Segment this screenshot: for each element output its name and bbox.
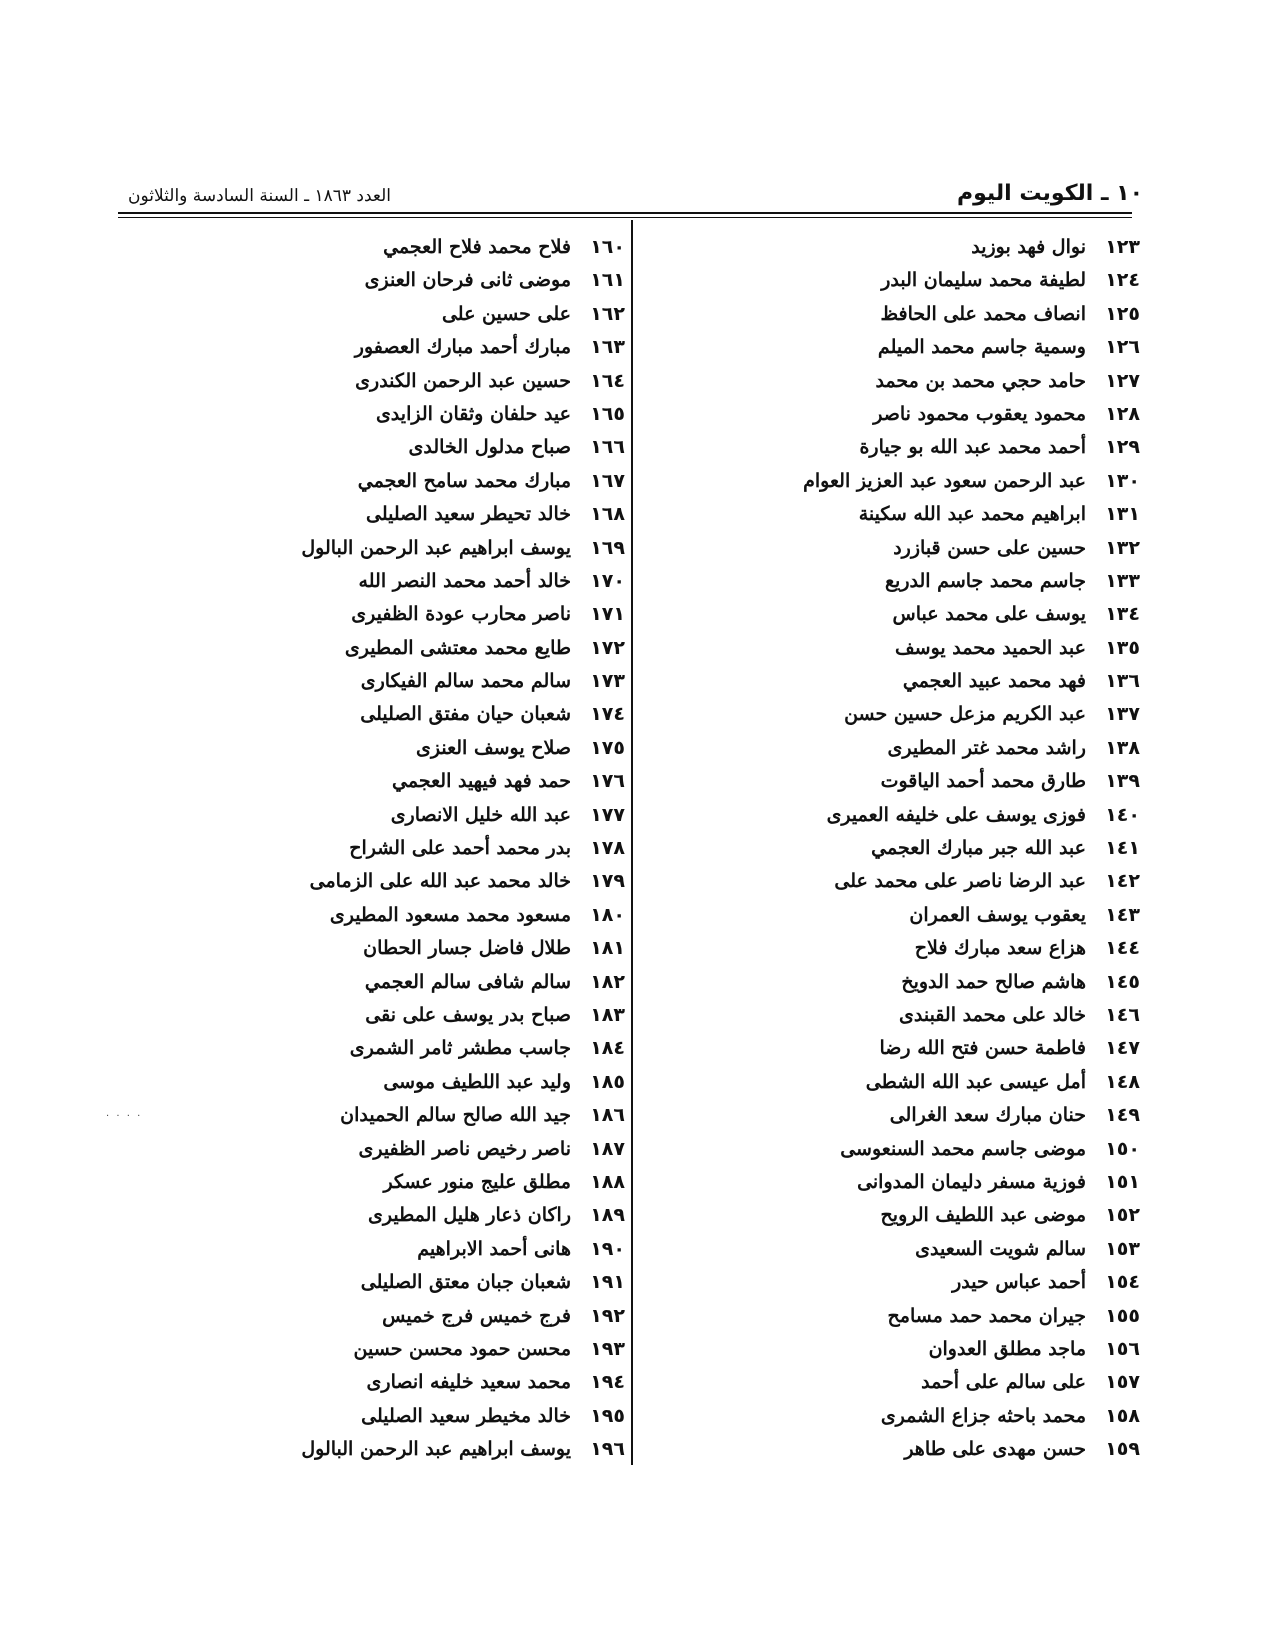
- entry-name: يعقوب يوسف العمران: [909, 903, 1086, 926]
- list-item: [185, 1433, 625, 1466]
- names-column-right: [670, 231, 1140, 1466]
- entry-number: ١٢٦: [1105, 336, 1140, 359]
- entry-number: ١٦٤: [590, 369, 625, 392]
- list-item: [670, 231, 1140, 264]
- entry-name: فوزية مسفر دليمان المدوانى: [857, 1170, 1086, 1193]
- entry-number: ١٨٧: [590, 1137, 625, 1160]
- column-divider: [631, 220, 633, 1465]
- list-item: [670, 565, 1140, 598]
- list-item: [185, 1099, 625, 1132]
- list-item: [185, 231, 625, 264]
- entry-name: موضى ثانى فرحان العنزى: [364, 269, 571, 292]
- list-item: [670, 1199, 1140, 1232]
- entry-number: ١٤٩: [1105, 1104, 1140, 1127]
- list-item: [670, 532, 1140, 565]
- entry-number: ١٩١: [590, 1271, 625, 1294]
- entry-number: ١٦١: [590, 269, 625, 292]
- entry-name: وليد عبد اللطيف موسى: [383, 1070, 571, 1093]
- list-item: [185, 331, 625, 364]
- list-item: [670, 999, 1140, 1032]
- entry-name: عبد الكريم مزعل حسين حسن: [844, 703, 1086, 726]
- entry-number: ١٦٨: [590, 503, 625, 526]
- entry-name: يوسف ابراهيم عبد الرحمن البالول: [301, 1438, 571, 1461]
- entry-number: ١٧٦: [590, 770, 625, 793]
- entry-name: صباح مدلول الخالدى: [408, 436, 571, 459]
- entry-number: ١٩٤: [590, 1371, 625, 1394]
- entry-number: ١٥٩: [1105, 1438, 1140, 1461]
- entry-number: ١٨٩: [590, 1204, 625, 1227]
- entry-name: مسعود محمد مسعود المطيرى: [329, 903, 571, 926]
- entry-name: خالد أحمد محمد النصر الله: [358, 569, 571, 592]
- entry-number: ١٤٥: [1105, 970, 1140, 993]
- list-item: [185, 966, 625, 999]
- scan-specks: . . . .: [106, 1108, 143, 1119]
- entry-name: جيد الله صالح سالم الحميدان: [340, 1104, 571, 1127]
- entry-name: صباح بدر يوسف على نقى: [365, 1003, 571, 1026]
- entry-name: ناصر محارب عودة الظفيرى: [351, 603, 571, 626]
- entry-name: حنان مبارك سعد الغرالى: [889, 1104, 1086, 1127]
- entry-number: ١٤٢: [1105, 870, 1140, 893]
- entry-number: ١٥١: [1105, 1170, 1140, 1193]
- entry-number: ١٣٨: [1105, 736, 1140, 759]
- entry-name: موضى عبد اللطيف الرويح: [880, 1204, 1086, 1227]
- entry-number: ١٥٨: [1105, 1404, 1140, 1427]
- entry-name: مطلق عليج منور عسكر: [383, 1170, 571, 1193]
- entry-name: مبارك أحمد مبارك العصفور: [354, 336, 571, 359]
- entry-number: ١٩٠: [590, 1237, 625, 1260]
- entry-number: ١٧٩: [590, 870, 625, 893]
- entry-name: عبد الحميد محمد يوسف: [894, 636, 1086, 659]
- entry-number: ١٤٣: [1105, 903, 1140, 926]
- entry-name: سالم شويت السعيدى: [915, 1237, 1086, 1260]
- entry-number: ١٢٤: [1105, 269, 1140, 292]
- entry-number: ١٥٧: [1105, 1371, 1140, 1394]
- entry-name: راكان ذعار هليل المطيرى: [367, 1204, 571, 1227]
- list-item: [185, 1366, 625, 1399]
- list-item: [670, 1166, 1140, 1199]
- list-item: [185, 899, 625, 932]
- header-rule-thin: [118, 217, 1132, 218]
- entry-name: على حسين على: [441, 302, 571, 325]
- entry-number: ١٣٦: [1105, 670, 1140, 693]
- entry-name: يوسف ابراهيم عبد الرحمن البالول: [301, 536, 571, 559]
- entry-number: ١٤٤: [1105, 937, 1140, 960]
- entry-name: محمد باحثه جزاع الشمرى: [880, 1404, 1086, 1427]
- entry-name: موضى جاسم محمد السنعوسى: [840, 1137, 1086, 1160]
- list-item: [185, 698, 625, 731]
- entry-number: ١٥٦: [1105, 1337, 1140, 1360]
- entry-number: ١٣٧: [1105, 703, 1140, 726]
- list-item: [670, 398, 1140, 431]
- list-item: [670, 865, 1140, 898]
- list-item: [670, 1366, 1140, 1399]
- entry-name: أمل عيسى عبد الله الشطى: [865, 1070, 1086, 1093]
- entry-number: ١٧١: [590, 603, 625, 626]
- entry-name: هزاع سعد مبارك فلاح: [914, 937, 1086, 960]
- entry-name: جاسم محمد جاسم الدريع: [884, 569, 1086, 592]
- entry-name: راشد محمد غتر المطيرى: [887, 736, 1086, 759]
- list-item: [670, 632, 1140, 665]
- entry-name: مبارك محمد سامح العجمي: [357, 469, 571, 492]
- list-item: [185, 832, 625, 865]
- entry-name: عبد الله خليل الانصارى: [390, 803, 571, 826]
- list-item: [185, 1300, 625, 1333]
- entry-name: ابراهيم محمد عبد الله سكينة: [858, 503, 1086, 526]
- entry-name: فوزى يوسف على خليفه العميرى: [826, 803, 1086, 826]
- entry-number: ١٤٦: [1105, 1003, 1140, 1026]
- entry-name: عبد الرحمن سعود عبد العزيز العوام: [803, 469, 1086, 492]
- entry-number: ١٢٣: [1105, 236, 1140, 258]
- list-item: [185, 1400, 625, 1433]
- entry-name: فاطمة حسن فتح الله رضا: [879, 1037, 1086, 1060]
- entry-name: عبد الله جبر مبارك العجمي: [871, 837, 1086, 860]
- list-item: [185, 1199, 625, 1232]
- entry-number: ١٨٦: [590, 1104, 625, 1127]
- entry-name: طايع محمد معتشى المطيرى: [344, 636, 571, 659]
- entry-name: سالم محمد سالم الفيكارى: [360, 670, 571, 693]
- entry-number: ١٦٠: [590, 236, 625, 258]
- list-item: [185, 765, 625, 798]
- entry-name: ناصر رخيص ناصر الظفيرى: [358, 1137, 571, 1160]
- names-column-left: [185, 231, 625, 1466]
- list-item: [185, 365, 625, 398]
- entry-number: ١٤٨: [1105, 1070, 1140, 1093]
- list-item: [670, 598, 1140, 631]
- entry-number: ١٢٥: [1105, 302, 1140, 325]
- list-item: [670, 765, 1140, 798]
- entry-number: ١٨٣: [590, 1003, 625, 1026]
- entry-number: ١٨٨: [590, 1170, 625, 1193]
- list-item: [185, 999, 625, 1032]
- entry-number: ١٩٥: [590, 1404, 625, 1427]
- entry-name: شعبان جبان معتق الصليلى: [360, 1271, 571, 1294]
- list-item: [670, 932, 1140, 965]
- entry-name: فرج خميس فرج خميس: [382, 1304, 571, 1327]
- entry-name: طلال فاضل جسار الحطان: [363, 937, 571, 960]
- list-item: [670, 732, 1140, 765]
- list-item: [670, 431, 1140, 464]
- list-item: [670, 1400, 1140, 1433]
- entry-name: جاسب مطشر ثامر الشمرى: [349, 1037, 571, 1060]
- entry-name: حسن مهدى على طاهر: [904, 1438, 1086, 1461]
- entry-name: على سالم على أحمد: [921, 1371, 1086, 1394]
- list-item: [185, 465, 625, 498]
- entry-number: ١٩٦: [590, 1438, 625, 1461]
- list-item: [670, 832, 1140, 865]
- entry-number: ١٨٢: [590, 970, 625, 993]
- entry-number: ١٩٢: [590, 1304, 625, 1327]
- entry-number: ١٨٠: [590, 903, 625, 926]
- list-item: [670, 665, 1140, 698]
- entry-name: محسن حمود محسن حسين: [353, 1337, 571, 1360]
- entry-number: ١٢٧: [1105, 369, 1140, 392]
- list-item: [185, 431, 625, 464]
- list-item: [185, 1333, 625, 1366]
- list-item: [185, 632, 625, 665]
- entry-number: ١٨٥: [590, 1070, 625, 1093]
- list-item: [185, 498, 625, 531]
- entry-name: حسين عبد الرحمن الكندرى: [355, 369, 571, 392]
- entry-name: حسين على حسن قبازرد: [893, 536, 1086, 559]
- list-item: [670, 1099, 1140, 1132]
- list-item: [185, 398, 625, 431]
- entry-name: فلاح محمد فلاح العجمي: [383, 236, 571, 258]
- entry-name: جيران محمد حمد مسامح: [887, 1304, 1086, 1327]
- entry-number: ١٣٩: [1105, 770, 1140, 793]
- entry-name: طارق محمد أحمد الياقوت: [880, 770, 1086, 793]
- entry-name: فهد محمد عبيد العجمي: [902, 670, 1086, 693]
- entry-number: ١٢٨: [1105, 402, 1140, 425]
- entry-name: عيد حلفان وثقان الزايدى: [375, 402, 571, 425]
- entry-number: ١٣٣: [1105, 569, 1140, 592]
- entry-name: هانى أحمد الابراهيم: [417, 1237, 571, 1260]
- list-item: [670, 1433, 1140, 1466]
- entry-number: ١٥٥: [1105, 1304, 1140, 1327]
- list-item: [185, 1066, 625, 1099]
- entry-number: ١٤٧: [1105, 1037, 1140, 1060]
- entry-name: خالد على محمد القبندى: [899, 1003, 1086, 1026]
- entry-number: ١٣٠: [1105, 469, 1140, 492]
- entry-number: ١٩٣: [590, 1337, 625, 1360]
- list-item: [670, 264, 1140, 297]
- list-item: [185, 598, 625, 631]
- list-item: [670, 1066, 1140, 1099]
- entry-name: محمد سعيد خليفه انصارى: [366, 1371, 571, 1394]
- entry-name: خالد مخيطر سعيد الصليلى: [361, 1404, 571, 1427]
- entry-name: أحمد محمد عبد الله بو جيارة: [859, 436, 1086, 459]
- list-item: [185, 1133, 625, 1166]
- entry-number: ١٦٥: [590, 402, 625, 425]
- list-item: [185, 932, 625, 965]
- list-item: [185, 565, 625, 598]
- issue-header: العدد ١٨٦٣ ـ السنة السادسة والثلاثون: [128, 186, 392, 206]
- entry-number: ١٥٢: [1105, 1204, 1140, 1227]
- entry-number: ١٧٧: [590, 803, 625, 826]
- entry-name: نوال فهد بوزيد: [971, 236, 1086, 258]
- entry-name: خالد محمد عبد الله على الزمامى: [309, 870, 571, 893]
- entry-name: انصاف محمد على الحافظ: [880, 302, 1086, 325]
- entry-name: صلاح يوسف العنزى: [416, 736, 571, 759]
- entry-name: محمود يعقوب محمود ناصر: [873, 402, 1086, 425]
- entry-number: ١٣٥: [1105, 636, 1140, 659]
- list-item: [670, 365, 1140, 398]
- list-item: [185, 532, 625, 565]
- list-item: [670, 465, 1140, 498]
- list-item: [670, 298, 1140, 331]
- entry-number: ١٣١: [1105, 503, 1140, 526]
- entry-number: ١٨٤: [590, 1037, 625, 1060]
- list-item: [670, 1333, 1140, 1366]
- entry-number: ١٤٠: [1105, 803, 1140, 826]
- list-item: [670, 1233, 1140, 1266]
- entry-number: ١٧٨: [590, 837, 625, 860]
- publication-header: ١٠ ـ الكويت اليوم: [957, 181, 1143, 206]
- list-item: [185, 1233, 625, 1266]
- list-item: [670, 799, 1140, 832]
- list-item: [185, 1266, 625, 1299]
- entry-number: ١٧٢: [590, 636, 625, 659]
- entry-name: بدر محمد أحمد على الشراح: [349, 837, 571, 860]
- entry-name: خالد تحيطر سعيد الصليلى: [366, 503, 571, 526]
- list-item: [670, 331, 1140, 364]
- entry-number: ١٣٤: [1105, 603, 1140, 626]
- list-item: [670, 1133, 1140, 1166]
- header-rule: [118, 212, 1132, 214]
- entry-name: عبد الرضا ناصر على محمد على: [834, 870, 1086, 893]
- entry-name: يوسف على محمد عباس: [892, 603, 1086, 626]
- entry-number: ١٥٤: [1105, 1271, 1140, 1294]
- entry-number: ١٢٩: [1105, 436, 1140, 459]
- entry-number: ١٦٧: [590, 469, 625, 492]
- list-item: [185, 298, 625, 331]
- entry-name: وسمية جاسم محمد الميلم: [877, 336, 1086, 359]
- list-item: [670, 498, 1140, 531]
- entry-name: شعبان حيان مفتق الصليلى: [360, 703, 571, 726]
- list-item: [185, 865, 625, 898]
- entry-name: حامد حجي محمد بن محمد: [875, 369, 1086, 392]
- entry-name: حمد فهد فيهيد العجمي: [392, 770, 571, 793]
- list-item: [185, 732, 625, 765]
- entry-number: ١٨١: [590, 937, 625, 960]
- entry-number: ١٧٠: [590, 569, 625, 592]
- list-item: [185, 1166, 625, 1199]
- entry-number: ١٥٠: [1105, 1137, 1140, 1160]
- entry-name: ماجد مطلق العدوان: [928, 1337, 1086, 1360]
- entry-name: أحمد عباس حيدر: [952, 1271, 1086, 1294]
- entry-number: ١٧٥: [590, 736, 625, 759]
- entry-number: ١٧٣: [590, 670, 625, 693]
- entry-number: ١٦٦: [590, 436, 625, 459]
- entry-number: ١٣٢: [1105, 536, 1140, 559]
- list-item: [185, 665, 625, 698]
- entry-name: لطيفة محمد سليمان البدر: [881, 269, 1086, 292]
- list-item: [670, 899, 1140, 932]
- entry-number: ١٦٢: [590, 302, 625, 325]
- list-item: [670, 1032, 1140, 1065]
- list-item: [185, 1032, 625, 1065]
- entry-number: ١٦٣: [590, 336, 625, 359]
- entry-number: ١٥٣: [1105, 1237, 1140, 1260]
- list-item: [670, 1300, 1140, 1333]
- entry-name: هاشم صالح حمد الدويخ: [901, 970, 1086, 993]
- list-item: [185, 264, 625, 297]
- entry-name: سالم شافى سالم العجمي: [364, 970, 571, 993]
- entry-number: ١٤١: [1105, 837, 1140, 860]
- list-item: [670, 966, 1140, 999]
- entry-number: ١٧٤: [590, 703, 625, 726]
- entry-number: ١٦٩: [590, 536, 625, 559]
- list-item: [185, 799, 625, 832]
- list-item: [670, 698, 1140, 731]
- list-item: [670, 1266, 1140, 1299]
